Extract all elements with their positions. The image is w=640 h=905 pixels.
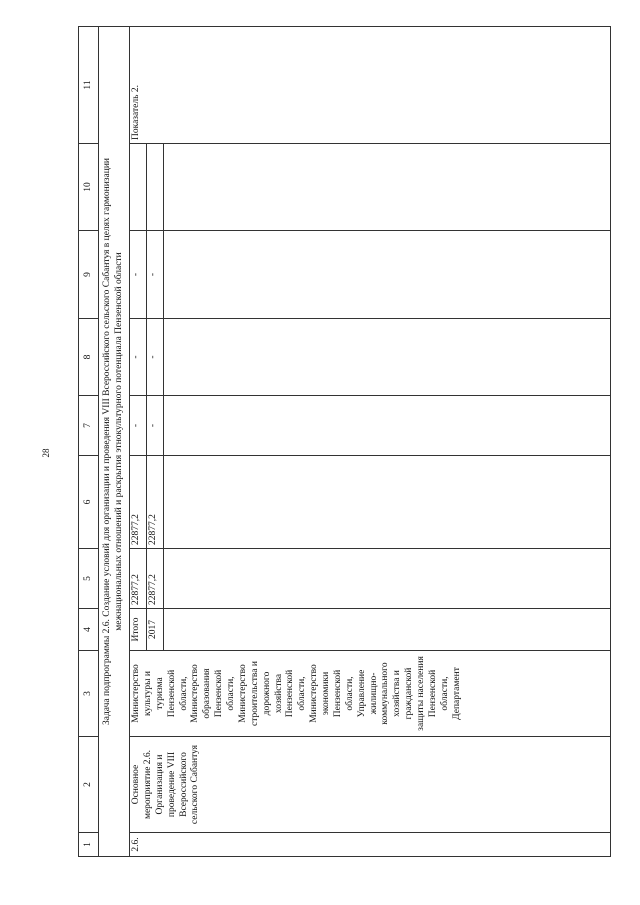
value-cell: - (147, 319, 164, 396)
value-cell: 22877,2 (130, 456, 147, 549)
value-cell (130, 144, 147, 231)
value-cell: 22877,2 (147, 456, 164, 549)
header-cell: 4 (79, 609, 99, 651)
header-cell: 2 (79, 737, 99, 833)
header-cell: 6 (79, 456, 99, 549)
program-table (78, 26, 611, 857)
header-cell: 7 (79, 396, 99, 456)
value-cell: 22877,2 (130, 549, 147, 609)
empty-cell (164, 609, 611, 651)
value-cell: - (130, 231, 147, 319)
task-title-line-1: Задача подпрограммы 2.6. Создание условий для организации и проведения VIII Всероссийского сельского Сабантуя в целях гармонизации (102, 157, 113, 726)
empty-cell (164, 396, 611, 456)
row-number: 2.6. (130, 833, 611, 857)
empty-cell (164, 456, 611, 549)
value-cell: 22877,2 (147, 549, 164, 609)
value-cell: - (130, 396, 147, 456)
empty-cell (164, 549, 611, 609)
value-cell (147, 144, 164, 231)
empty-cell (164, 144, 611, 231)
year-cell: 2017 (147, 609, 164, 651)
page-number: 28 (41, 448, 51, 458)
year-cell: Итого (130, 609, 147, 651)
header-cell: 8 (79, 319, 99, 396)
table-row (130, 27, 147, 857)
header-cell: 5 (79, 549, 99, 609)
empty-cell (164, 231, 611, 319)
header-cell: 9 (79, 231, 99, 319)
header-row (79, 27, 99, 857)
header-cell: 10 (79, 144, 99, 231)
value-cell: - (130, 319, 147, 396)
task-row (99, 27, 130, 857)
event-name: Основное мероприятие 2.6. Организация и проведение VIII Всероссийского сельского Сабантуя (130, 737, 611, 833)
header-cell: 3 (79, 651, 99, 737)
task-title (99, 27, 130, 857)
value-cell: - (147, 396, 164, 456)
value-cell: - (147, 231, 164, 319)
header-cell: 11 (79, 27, 99, 144)
task-title-line-2: межнациональных отношений и раскрытия этнокультурного потенциала Пензенской области (114, 252, 124, 631)
indicator-cell: Показатель 2. (130, 27, 611, 144)
rotated-page (78, 27, 593, 857)
executors: Министерство культуры и туризма Пензенской области, Министерство образования Пензенской области, Министерство строительства и дорожного хозяйства Пензенской области, Министерство экономики Пензенской области, Управление жилищно-коммунального хозяйства и гражданской защиты населения Пензенской области, Департамент (130, 651, 611, 737)
empty-cell (164, 319, 611, 396)
header-cell: 1 (79, 833, 99, 857)
